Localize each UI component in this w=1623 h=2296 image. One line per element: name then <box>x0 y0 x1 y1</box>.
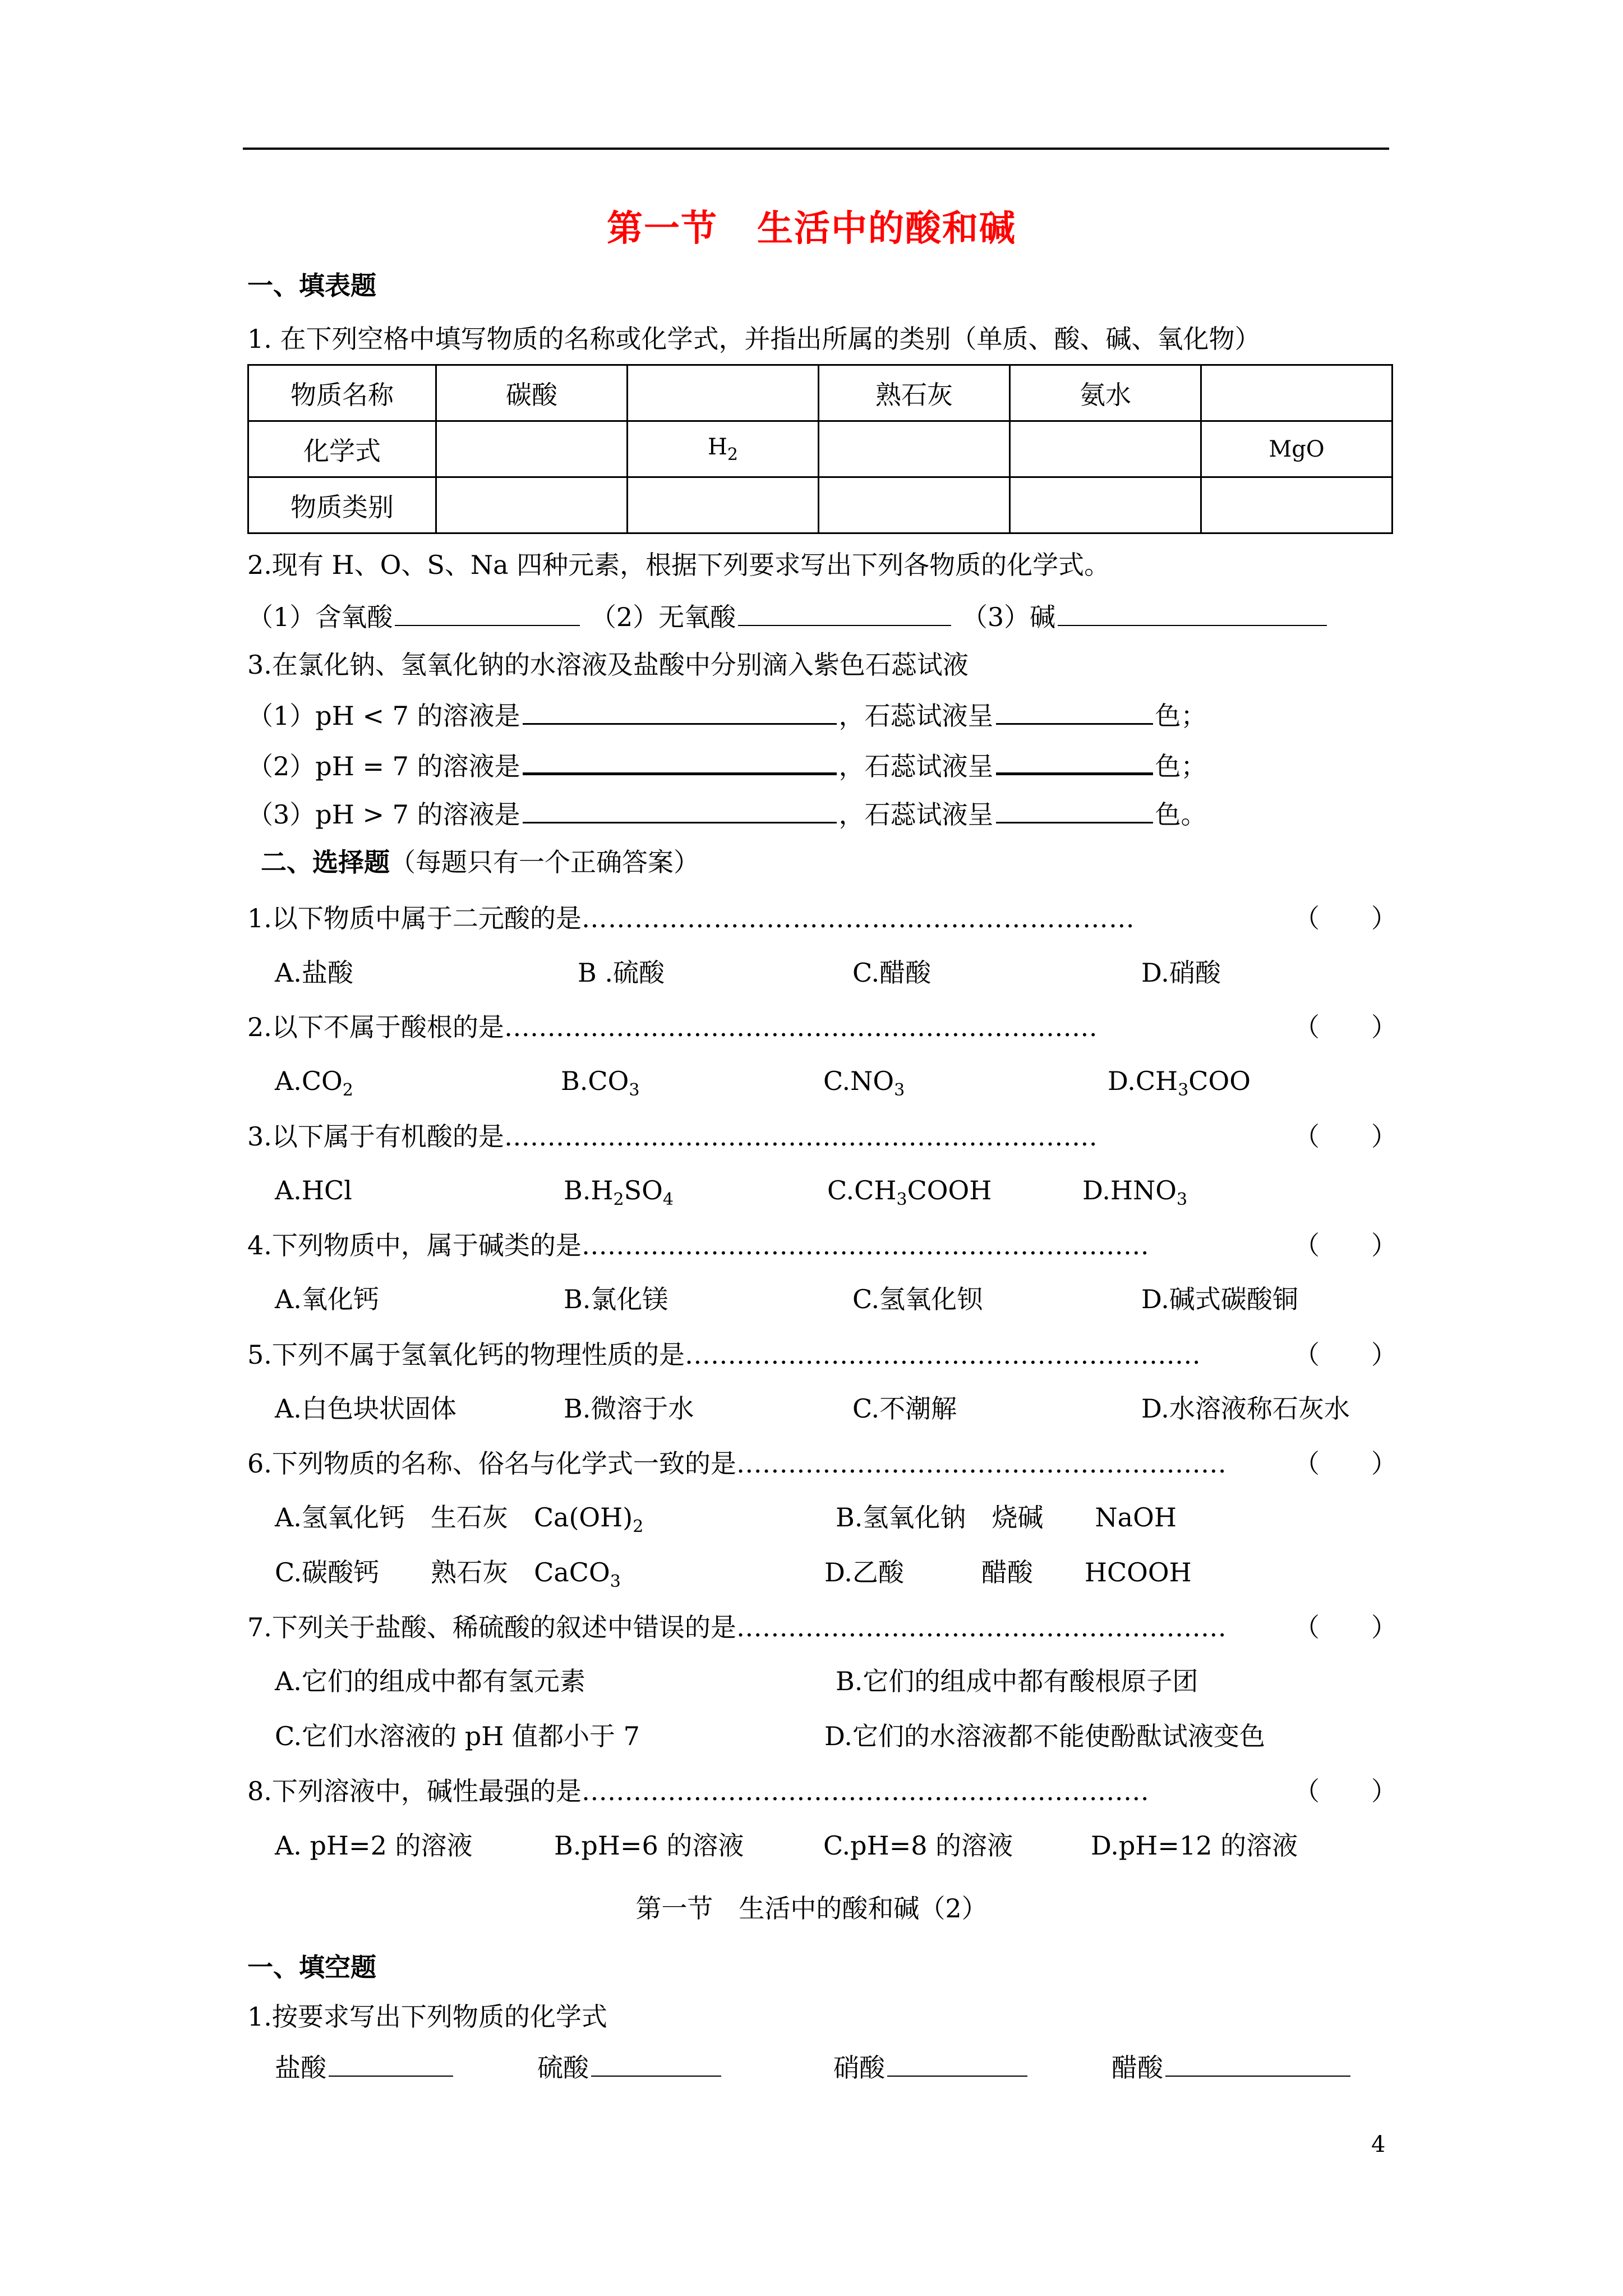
option-c-text: C.NO <box>823 1066 895 1096</box>
q3-mid-text: ，石蕊试液呈 <box>838 701 994 731</box>
option-a[interactable]: A.氧化钙 <box>275 1284 379 1314</box>
answer-blank[interactable] <box>996 796 1153 823</box>
table-row <box>248 477 1393 533</box>
option-d[interactable] <box>1082 1174 1187 1217</box>
answer-paren[interactable]: （ ） <box>1294 1121 1397 1152</box>
answer-blank[interactable] <box>1165 2050 1350 2077</box>
option-d-text: D.CH <box>1108 1066 1178 1096</box>
answer-blank[interactable] <box>523 747 837 775</box>
q2-label-a: （1）含氧酸 <box>247 602 393 632</box>
page-title <box>0 206 1623 251</box>
q2-label-b: （2）无氧酸 <box>590 602 736 632</box>
question-text: 7.下列关于盐酸、稀硫酸的叙述中错误的是 <box>247 1612 736 1642</box>
s1-q1-text: 1. 在下列空格中填写物质的名称或化学式，并指出所属的类别（单质、酸、碱、氧化物） <box>247 324 1261 354</box>
mc-question-2: 2.以下不属于酸根的是…………………………………………………………… （ ） <box>247 1010 1397 1044</box>
answer-paren[interactable]: （ ） <box>1294 1012 1397 1042</box>
s1-q2-answers <box>247 599 1329 634</box>
subscript: 3 <box>610 1572 621 1591</box>
answer-blank[interactable] <box>996 747 1153 775</box>
option-d-text: D.HNO <box>1082 1175 1177 1205</box>
answer-paren[interactable]: （ ） <box>1294 1340 1397 1370</box>
option-b[interactable] <box>561 1064 639 1107</box>
answer-blank[interactable] <box>996 697 1153 725</box>
question-text: 6.下列物质的名称、俗名与化学式一致的是 <box>247 1448 736 1479</box>
header-rule <box>243 148 1389 150</box>
s1-heading: 一、填表题 <box>247 270 376 301</box>
option-d[interactable]: D.pH=12 的溶液 <box>1091 1830 1298 1861</box>
table-cell <box>1201 365 1393 421</box>
option-c[interactable]: C.它们水溶液的 pH 值都小于 7 <box>275 1721 640 1751</box>
subscript: 2 <box>613 1190 624 1209</box>
option-c[interactable]: C.pH=8 的溶液 <box>823 1830 1013 1861</box>
question-text: 4.下列物质中，属于碱类的是 <box>247 1230 582 1260</box>
option-a[interactable]: A.HCl <box>275 1175 352 1205</box>
q3-line-label: （3）pH > 7 的溶液是 <box>247 799 520 830</box>
subscript: 2 <box>342 1080 353 1100</box>
option-a[interactable]: A.盐酸 <box>275 958 353 988</box>
option-d[interactable]: D.水溶液称石灰水 <box>1141 1393 1350 1424</box>
option-a[interactable]: A.白色块状固体 <box>275 1393 457 1424</box>
table-cell <box>628 421 819 477</box>
option-b-text: B.CO <box>561 1066 629 1096</box>
title-part1: 第一节 <box>607 208 718 250</box>
mc-question-4: 4.下列物质中，属于碱类的是………………………………………………………… （ ） <box>247 1228 1397 1262</box>
answer-blank[interactable] <box>738 599 951 626</box>
q3-line-label: （1）pH < 7 的溶液是 <box>247 701 520 731</box>
table-cell <box>436 477 628 533</box>
option-a[interactable]: A.它们的组成中都有氢元素 <box>275 1666 585 1696</box>
table-row <box>248 365 1393 421</box>
page-number: 4 <box>1371 2132 1386 2157</box>
formula-h: H <box>708 434 727 460</box>
s1-q3-line3 <box>247 796 1207 831</box>
option-b[interactable]: B.氯化镁 <box>564 1284 668 1314</box>
subscript: 3 <box>896 1190 907 1209</box>
table-cell: MgO <box>1201 421 1393 477</box>
q2-label-c: （3）碱 <box>961 602 1056 632</box>
option-a-text: A.氢氧化钙 生石灰 Ca(OH) <box>275 1502 633 1533</box>
blank-label: 盐酸 <box>275 2053 326 2083</box>
subscript: 3 <box>894 1080 905 1100</box>
option-d[interactable] <box>1108 1064 1251 1107</box>
option-b[interactable]: B .硫酸 <box>578 958 665 988</box>
option-a[interactable] <box>275 1501 643 1544</box>
option-d[interactable]: D.硝酸 <box>1141 958 1221 988</box>
answer-blank[interactable] <box>887 2050 1027 2077</box>
s2-heading-text: 二、选择题 <box>261 847 390 877</box>
table-cell <box>628 477 819 533</box>
table-cell: 碳酸 <box>436 365 628 421</box>
s1-q2-text: 2.现有 H、O、S、Na 四种元素，根据下列要求写出下列各物质的化学式。 <box>247 550 1110 580</box>
option-c[interactable]: C.氢氧化钡 <box>852 1284 983 1314</box>
option-c[interactable] <box>827 1174 992 1217</box>
title-part2: 生活中的酸和碱 <box>757 208 1016 250</box>
table-cell <box>1010 421 1201 477</box>
table-cell: 物质类别 <box>248 477 436 533</box>
section2-q1-answers <box>275 2050 1353 2085</box>
answer-blank[interactable] <box>523 697 837 725</box>
option-c-text-2: COOH <box>907 1175 992 1205</box>
question-text: 3.以下属于有机酸的是 <box>247 1121 504 1152</box>
table-cell <box>1201 477 1393 533</box>
s2-heading <box>261 845 699 879</box>
answer-paren[interactable]: （ ） <box>1294 1776 1397 1806</box>
option-c[interactable]: C.不潮解 <box>852 1393 957 1424</box>
option-a-text: A.CO <box>275 1066 343 1096</box>
s1-q3-line1 <box>247 697 1207 733</box>
option-b-text-2: SO <box>624 1175 663 1205</box>
option-b-text: B.H <box>564 1175 614 1205</box>
option-c[interactable]: C.醋酸 <box>852 958 932 988</box>
answer-blank[interactable] <box>523 796 837 823</box>
answer-blank[interactable] <box>1058 599 1327 626</box>
option-d[interactable]: D.乙酸 醋酸 HCOOH <box>824 1557 1192 1588</box>
s1-q3-text: 3.在氯化钠、氢氧化钠的水溶液及盐酸中分别滴入紫色石蕊试液 <box>247 650 969 680</box>
answer-blank[interactable] <box>329 2050 453 2077</box>
option-d-text-2: COO <box>1188 1066 1251 1096</box>
q3-end-text: 色； <box>1155 701 1207 731</box>
q3-end-text: 色； <box>1155 751 1207 781</box>
table-cell <box>819 477 1010 533</box>
table-cell <box>1010 477 1201 533</box>
answer-paren[interactable]: （ ） <box>1294 903 1397 933</box>
substance-table <box>247 364 1393 534</box>
answer-blank[interactable] <box>591 2050 721 2077</box>
mc-question-8: 8.下列溶液中，碱性最强的是………………………………………………………… （ ） <box>247 1774 1397 1808</box>
question-text: 8.下列溶液中，碱性最强的是 <box>247 1776 582 1806</box>
subscript: 2 <box>727 444 738 464</box>
mc-question-5: 5.下列不属于氢氧化钙的物理性质的是…………………………………………………… （ ） <box>247 1338 1397 1372</box>
subscript: 4 <box>662 1190 674 1209</box>
subscript: 2 <box>633 1517 644 1536</box>
table-cell: 氨水 <box>1010 365 1201 421</box>
subscript: 3 <box>1176 1190 1188 1209</box>
table-cell: 化学式 <box>248 421 436 477</box>
s2-note: （每题只有一个正确答案） <box>390 847 699 877</box>
option-d[interactable]: D.它们的水溶液都不能使酚酞试液变色 <box>824 1721 1265 1751</box>
table-cell <box>628 365 819 421</box>
question-text: 1.以下物质中属于二元酸的是 <box>247 903 582 933</box>
mc-question-7: 7.下列关于盐酸、稀硫酸的叙述中错误的是………………………………………………… （ ） <box>247 1611 1397 1644</box>
answer-paren[interactable]: （ ） <box>1294 1448 1397 1479</box>
section2-q1-text: 1.按要求写出下列物质的化学式 <box>247 2001 607 2032</box>
option-b[interactable]: B.氢氧化钠 烧碱 NaOH <box>836 1502 1177 1533</box>
mc-question-6: 6.下列物质的名称、俗名与化学式一致的是………………………………………………… （ ） <box>247 1447 1397 1480</box>
q3-end-text: 色。 <box>1155 799 1207 830</box>
section2-title: 第一节 生活中的酸和碱（2） <box>635 1893 988 1924</box>
blank-label: 硝酸 <box>833 2053 885 2083</box>
option-c-text: C.CH <box>827 1175 897 1205</box>
q3-mid-text: ，石蕊试液呈 <box>838 751 994 781</box>
question-text: 5.下列不属于氢氧化钙的物理性质的是 <box>247 1340 685 1370</box>
option-b[interactable]: B.微溶于水 <box>564 1393 694 1424</box>
option-c[interactable] <box>275 1556 621 1599</box>
blank-label: 醋酸 <box>1112 2053 1163 2083</box>
option-c[interactable] <box>823 1064 905 1107</box>
table-cell <box>436 421 628 477</box>
q3-mid-text: ，石蕊试液呈 <box>838 799 994 830</box>
blank-label: 硫酸 <box>537 2053 589 2083</box>
section2-heading: 一、填空题 <box>247 1952 376 1982</box>
mc-question-3: 3.以下属于有机酸的是…………………………………………………………… （ ） <box>247 1120 1397 1153</box>
option-b[interactable]: B.它们的组成中都有酸根原子团 <box>836 1666 1198 1696</box>
subscript: 3 <box>1178 1080 1189 1100</box>
answer-paren[interactable]: （ ） <box>1294 1230 1397 1260</box>
table-cell: 物质名称 <box>248 365 436 421</box>
subscript: 3 <box>629 1080 640 1100</box>
answer-paren[interactable]: （ ） <box>1294 1612 1397 1642</box>
q3-line-label: （2）pH = 7 的溶液是 <box>247 751 520 781</box>
option-b[interactable] <box>564 1174 674 1217</box>
option-d[interactable]: D.碱式碳酸铜 <box>1141 1284 1298 1314</box>
question-text: 2.以下不属于酸根的是 <box>247 1012 504 1042</box>
option-b[interactable]: B.pH=6 的溶液 <box>554 1830 744 1861</box>
s1-q3-line2 <box>247 747 1207 783</box>
table-cell <box>819 421 1010 477</box>
mc-question-1: 1.以下物质中属于二元酸的是……………………………………………………… （ ） <box>247 901 1397 935</box>
answer-blank[interactable] <box>395 599 580 626</box>
option-c-text: C.碳酸钙 熟石灰 CaCO <box>275 1557 610 1588</box>
option-a[interactable] <box>275 1064 353 1107</box>
option-a[interactable]: A. pH=2 的溶液 <box>275 1830 473 1861</box>
table-row <box>248 421 1393 477</box>
table-cell: 熟石灰 <box>819 365 1010 421</box>
